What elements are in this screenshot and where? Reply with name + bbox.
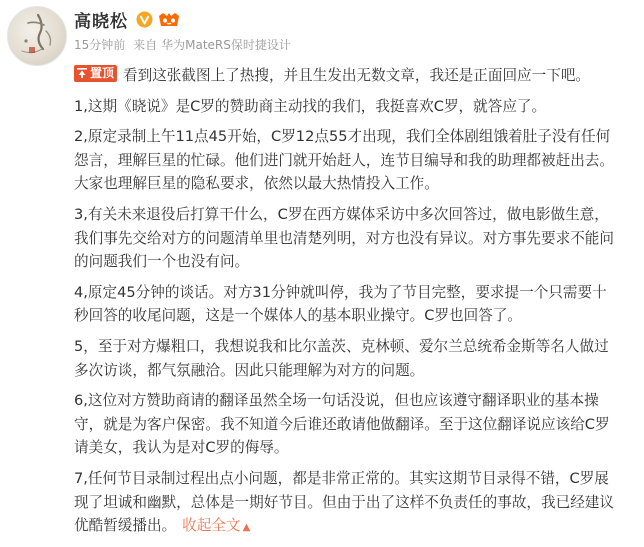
post-paragraph-text: 看到这张截图上了热搜，并且生发出无数文章，我还是正面回应一下吧。 <box>123 67 591 84</box>
verified-v-icon[interactable] <box>136 11 153 28</box>
post-paragraph-intro <box>74 64 619 88</box>
pin-icon <box>76 67 88 79</box>
pinned-label: 置顶 <box>90 65 115 80</box>
chevron-up-icon: ▲ <box>242 522 251 534</box>
author-name[interactable]: 高晓松 <box>74 11 128 32</box>
post-paragraph: 4,原定45分钟的谈话。对方31分钟就叫停，我为了节目完整，要求提一个只需要十秒回答的收尾问题，这是一个媒体人的基本职业操守。C罗也回答了。 <box>74 283 607 325</box>
pinned-badge <box>74 65 117 82</box>
post-paragraph: 1,这期《晓说》是C罗的赞助商主动找的我们，我挺喜欢C罗，就答应了。 <box>74 97 547 115</box>
vip-badge-icon[interactable] <box>158 11 180 28</box>
post-meta <box>74 36 634 54</box>
collapse-text-link[interactable] <box>182 517 250 534</box>
post-paragraph: 5，至于对方爆粗口，我想说我和比尔盖茨、克林顿、爱尔兰总统希金斯等名人做过多次访谈，都气氛融洽。因此只能理解为对方的问题。 <box>74 337 609 379</box>
collapse-label: 收起全文 <box>182 517 241 535</box>
post-paragraph-last <box>74 467 619 540</box>
source-device[interactable]: 华为MateRS保时捷设计 <box>161 38 291 52</box>
author-avatar[interactable] <box>7 6 67 66</box>
post-paragraph-text: 7,任何节目录制过程出点小问题，都是非常正常的。其实这期节目录得不错，C罗展现了坦诚和幽默，总体是一期好节目。但由于出了这样不负责任的事故，我已经建议优酷暂缓播出。 <box>74 469 614 535</box>
source-prefix: 来自 <box>133 38 158 52</box>
post-header <box>74 6 634 54</box>
post-time[interactable]: 15分钟前 <box>74 38 126 52</box>
post-paragraph: 2,原定录制上午11点45开始，C罗12点55才出现，我们全体剧组饿着肚子没有任何怨言，理解巨星的忙碌。他们进门就开始赶人，连节目编导和我的助理都被赶出去。大家也理解巨星的隐私要求，依然以最大热情投入工作。 <box>74 128 614 193</box>
author-name-row <box>74 6 634 32</box>
post-paragraph: 3,有关未来退役后打算干什么，C罗在西方媒体采访中多次回答过，做电影做生意，我们事先交给对方的问题清单里也清楚列明，对方也没有异议。对方事先要求不能问的问题我们一个也没有问。 <box>74 205 614 271</box>
post-paragraph: 6,这位对方赞助商请的翻译虽然全场一句话没说，但也应该遵守翻译职业的基本操守，就是为客户保密。我不知道今后谁还敢请他做翻译。至于这位翻译说应该给C罗请美女，我认为是对C罗的侮辱。 <box>74 392 610 457</box>
post-content <box>74 64 619 547</box>
avatar-calligraphy-icon <box>8 7 66 65</box>
